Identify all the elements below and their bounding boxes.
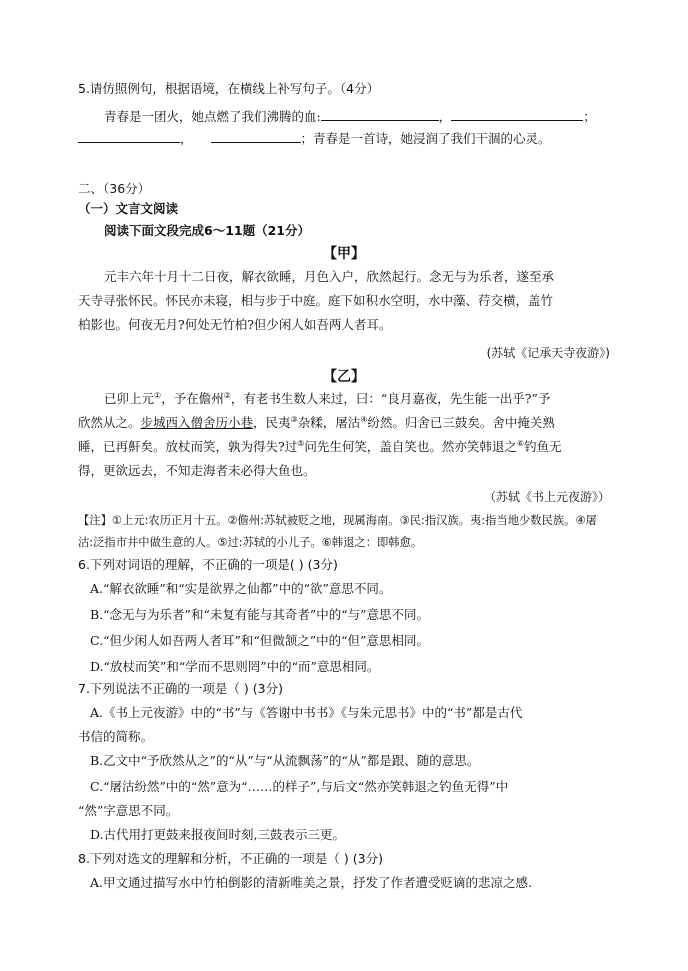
q5-sep-1: ，: [438, 109, 452, 124]
q6-option-d[interactable]: D.“放杖而笑”和“学而不思则罔”中的“而”意思相同。: [90, 659, 380, 674]
passage-yi-line-4: 得，更欲远去，不知走海者未必得大鱼也。: [78, 463, 316, 478]
footnote-marker: ⑤: [297, 439, 305, 448]
yi-text: 睡，已再鼾矣。放杖而笑，孰为得失?过: [78, 439, 298, 454]
passage-jia-line-3: 柏影也。何夜无月?何处无竹柏?但少闲人如吾两人者耳。: [78, 317, 392, 332]
q5-example-text: 青春是一团火，她点燃了我们沸腾的血: [104, 109, 317, 124]
passage-jia-line-1: 元丰六年十月十二日夜，解衣欲睡，月色入户，欣然起行。念无与为乐者，遂至承: [104, 269, 555, 284]
q7-option-c[interactable]: C.“屠沽纷然”中的“然”意为“……的样子”,与后文“然亦笑韩退之钓鱼无得”中: [90, 779, 509, 794]
q5-end-1: ；: [583, 109, 596, 124]
q5-second-line: [78, 130, 551, 148]
footnote-marker: ①: [154, 391, 162, 400]
passage-jia-label: 【甲】: [323, 246, 365, 262]
q6-option-a[interactable]: A.“解衣欲睡”和“实是欲界之仙都”中的“欲”意思不同。: [90, 581, 392, 596]
footnote-marker: ②: [223, 391, 231, 400]
reading-instruction: 阅读下面文段完成6～11题（21分）: [104, 223, 310, 238]
q6-title: 6.下列对词语的理解，不正确的一项是( ) (3分): [78, 557, 338, 572]
q6-option-b[interactable]: B.“念无与为乐者”和“未复有能与其奇者”中的“与”意思不同。: [90, 607, 430, 622]
q5-tail-text: ；青春是一首诗，她浸润了我们干涸的心灵。: [300, 131, 551, 146]
yi-text: 纷然。归舍已三鼓矣。舍中掩关熟: [367, 415, 555, 430]
q5-blank-4[interactable]: [211, 130, 301, 143]
yi-text: ，有老书生数人来过，曰：“良月嘉夜，先生能一出乎?”予: [230, 391, 551, 406]
passage-yi-line-3: [78, 438, 562, 456]
q7-option-a[interactable]: A.《书上元夜游》中的“书”与《答谢中书书》《与朱元思书》中的“书”都是古代: [90, 705, 523, 720]
footnote-marker: ③: [290, 415, 298, 424]
q5-sep-2: ，: [180, 131, 193, 146]
yi-text: 杂糅，屠沽: [297, 415, 361, 430]
q5-title: 5.请仿照例句，根据语境，在横线上补写句子。（4分）: [78, 81, 380, 96]
q7-option-c-cont: “然”字意思不同。: [78, 803, 179, 818]
underlined-sentence: 步城西入僧舍历小巷: [140, 415, 254, 430]
yi-text: 钓鱼无: [524, 439, 562, 454]
q7-option-b[interactable]: B.乙文中“予欣然从之”的“从”与“从流飘荡”的“从”都是跟、随的意思。: [90, 753, 480, 768]
q7-option-d[interactable]: D.古代用打更鼓来报夜间时刻,三鼓表示三更。: [90, 827, 346, 842]
q5-blank-1[interactable]: [321, 108, 439, 121]
yi-text: 问先生何笑，盖自笑也。然亦笑韩退之: [304, 439, 517, 454]
passage-yi-line-1: [104, 390, 550, 408]
yi-text: 欣然从之。: [78, 415, 141, 430]
q6-option-c[interactable]: C.“但少闲人如吾两人者耳”和“但微颔之”中的“但”意思相同。: [90, 633, 429, 648]
subsection-heading: （一）文言文阅读: [78, 201, 179, 216]
notes-line-1: 【注】①上元:农历正月十五。②儋州:苏轼被贬之地，现属海南。③民:指汉族。夷:指当地少数民族。④屠: [78, 514, 597, 527]
q5-blank-2[interactable]: [451, 108, 583, 121]
yi-text: 已卯上元: [104, 391, 155, 406]
q5-blank-3[interactable]: [78, 130, 180, 143]
q5-example-line: 青春是一团火，她点燃了我们沸腾的血: ， ；: [104, 109, 596, 124]
passage-yi-source: （苏轼《书上元夜游》）: [483, 490, 610, 504]
q7-option-a-cont: 书信的简称。: [78, 729, 154, 744]
section-heading: 二、（36分）: [78, 181, 151, 196]
footnote-marker: ④: [360, 415, 368, 424]
passage-jia-line-2: 天寺寻张怀民。怀民亦未寝，相与步于中庭。庭下如积水空明，水中藻、荇交横，盖竹: [78, 293, 554, 308]
q8-option-a[interactable]: A.甲文通过描写水中竹柏倒影的清新唯美之景，抒发了作者遭受贬谪的悲凉之感.: [90, 875, 532, 890]
yi-text: ，予在儋州: [161, 391, 224, 406]
passage-yi-label: 【乙】: [323, 369, 365, 385]
q8-title: 8.下列对选文的理解和分析，不正确的一项是（ ) (3分): [78, 851, 383, 866]
passage-yi-line-2: [78, 414, 555, 432]
notes-line-2: 沽:泛指市井中做生意的人。⑤过:苏轼的小儿子。⑥韩退之：即韩愈。: [78, 536, 423, 549]
passage-jia-source: (苏轼《记承天寺夜游》): [486, 346, 610, 360]
yi-text: ，民夷: [253, 415, 291, 430]
q7-title: 7.下列说法不正确的一项是（ ) (3分): [78, 681, 283, 696]
footnote-marker: ⑥: [516, 439, 525, 448]
